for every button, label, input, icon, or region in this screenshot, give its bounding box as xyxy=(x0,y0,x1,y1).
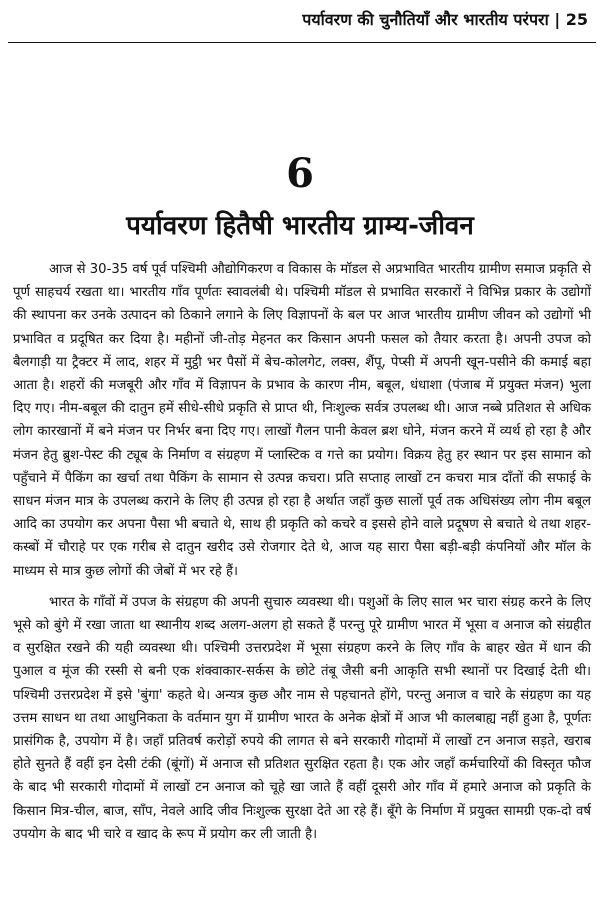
body-text xyxy=(13,258,591,846)
header-title: पर्यावरण की चुनौतियाँ और भारतीय परंपरा xyxy=(302,10,549,29)
chapter-number: 6 xyxy=(286,150,314,197)
page-number: 25 xyxy=(565,10,588,29)
paragraph-2: भारत के गाँवों में उपज के संग्रहण की अपनी सुचारु व्यवस्था थी। पशुओं के लिए साल भर चारा संग्रह करने के लिए भूसे को बुंगे में रखा जाता था स्थानीय शब्द अलग-अलग हो सकते हैं परन्तु पूरे ग्रामीण भारत में भूसा व अनाज को संग्रहीत व सुरक्षित रखने की यही व्यवस्था थी। पश्चिमी उत्तरप्रदेश में भूसा संग्रहण करने के लिए गाँव के बाहर खेत में धान की पुआल व मूंज की रस्सी से बनी एक शंक्वाकार-सर्कस के छोटे तंबू जैसी बनी आकृति सभी स्थानों पर दिखाई देती थी। पश्चिमी उत्तरप्रदेश में इसे 'बुंगा' कहते थे। अन्यत्र कुछ और नाम से पहचानते होंगे, परन्तु अनाज व चारे के संग्रहण का यह उत्तम साधन था तथा आधुनिकता के वर्तमान युग में ग्रामीण भारत के अनेक क्षेत्रों में आज भी कालबाह्य नहीं हुआ है, पूर्णतः प्रासंगिक है, उपयोग में है। जहाँ प्रतिवर्ष करोड़ों रुपये की लागत से बने सरकारी गोदामों में लाखों टन अनाज सड़ते, खराब होते सुनते हैं वहीं इन देसी टंकी (बूंगों) में अनाज सौ प्रतिशत सुरक्षित रहता है। एक ओर जहाँ कर्मचारियों की विस्तृत फौज के बाद भी सरकारी गोदामों में लाखों टन अनाज को चूहे खा जाते हैं वहीं दूसरी ओर गाँव में हमारे अनाज को प्रकृति के किसान मित्र-चील, बाज, साँप, नेवले आदि जीव निःशुल्क सुरक्षा देते आ रहे हैं। बूँगे के निर्माण में प्रयुक्त सामग्री एक-दो वर्ष उपयोग के बाद भी चारे व खाद के रूप में प्रयोग कर ली जाती है। xyxy=(13,594,591,842)
running-header xyxy=(0,8,588,30)
header-separator: | xyxy=(554,10,561,29)
paragraph-1: आज से 30-35 वर्ष पूर्व पश्चिमी औद्योगिकरण व विकास के मॉडल से अप्रभावित भारतीय ग्रामीण समाज प्रकृति से पूर्ण साहचर्य रखता था। भारतीय गाँव पूर्णतः स्वावलंबी थे। पश्चिमी मॉडल से प्रभावित सरकारों ने विभिन्न प्रकार के उद्योगों की स्थापना कर उनके उत्पादन को ठिकाने लगाने के लिए विज्ञापनों के बल पर आज भारतीय ग्रामीण जीवन को उद्योगों भी प्रभावित व प्रदूषित कर दिया है। महीनों जी-तोड़ मेहनत कर किसान अपनी फसल को तैयार करता है। अपनी उपज को बैलगाड़ी या ट्रैक्टर में लाद, शहर में मुट्ठी भर पैसों में बेच-कोलगेट, लक्स, शैंपू, पेप्सी में अपनी खून-पसीने की कमाई बहा आता है। शहरों की मजबूरी और गाँव में विज्ञापन के प्रभाव के कारण नीम, बबूल, धंधाशा (पंजाब में प्रयुक्त मंजन) भुला दिए गए। नीम-बबूल की दातुन हमें सीधे-सीधे प्रकृति से प्राप्त थी, निःशुल्क सर्वत्र उपलब्ध थी। आज नब्बे प्रतिशत से अधिक लोग कारखानों में बने मंजन पर निर्भर बना दिए गए। लाखों गैलन पानी केवल ब्रश धोने, मंजन करने में व्यर्थ हो रहा है और मंजन हेतु ब्रुश-पेस्ट की ट्यूब के निर्माण व संग्रहण में प्लास्टिक व गत्ते का प्रयोग। विक्रय हेतु हर स्थान पर इस सामान को पहुँचाने में पैकिंग का खर्चा तथा पैकिंग के सामान से उत्पन्न कचरा। प्रति सप्ताह लाखों टन कचरा मात्र दाँतों की सफाई के साधन मंजन मात्र के उपलब्ध कराने के लिए ही उत्पन्न हो रहा है अर्थात जहाँ कुछ सालों पूर्व तक अधिसंख्य लोग नीम बबूल आदि का उपयोग कर अपना पैसा भी बचाते थे, साथ ही प्रकृति को कचरे व इससे होने वाले प्रदूषण से बचाते थे तथा शहर-कस्बों में चौराहे पर एक गरीब से दातुन खरीद उसे रोजगार देते थे, आज यह सारा पैसा बड़ी-बड़ी कंपनियों और मॉल के माध्यम से मात्र कुछ लोगों की जेबों में भर रहे हैं। xyxy=(13,262,591,579)
header-rule xyxy=(8,42,596,43)
chapter-title: पर्यावरण हितैषी भारतीय ग्राम्य-जीवन xyxy=(126,211,474,241)
